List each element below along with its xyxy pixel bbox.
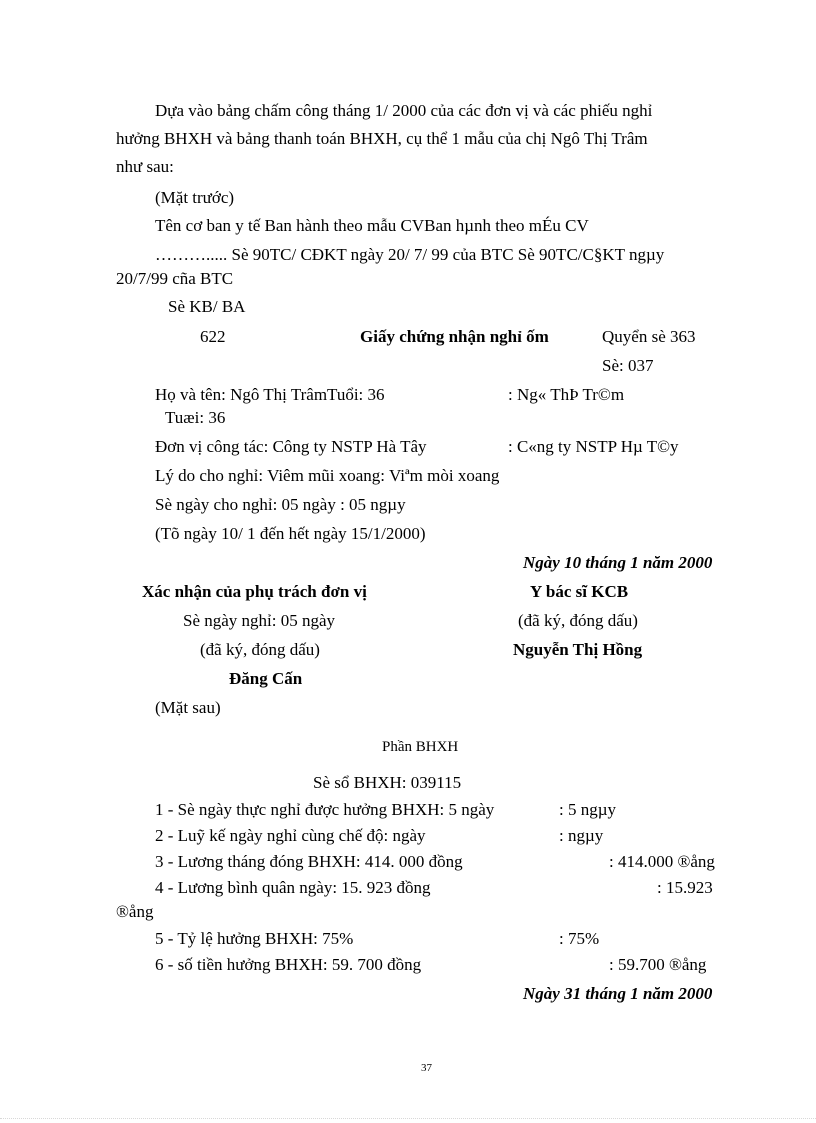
record-number: 622 — [200, 327, 226, 346]
facility-line: Tên cơ ban y tế Ban hành theo mẫu CVBan hµnh theo mÉu CV — [155, 216, 589, 235]
back-date: Ngày 31 tháng 1 năm 2000 — [523, 984, 713, 1003]
record-number-label: Sè KB/ BA — [168, 297, 246, 316]
work-unit-alt: : C«ng ty NSTP Hµ T©y — [508, 437, 679, 456]
benefit-item-1: 1 - Sè ngày thực nghỉ được hưởng BHXH: 5 ngày — [155, 800, 495, 819]
confirmed-leave-days: Sè ngày nghỉ: 05 ngày — [183, 611, 336, 630]
front-date: Ngày 10 tháng 1 năm 2000 — [523, 553, 713, 572]
back-side-label: (Mặt sau) — [155, 698, 221, 717]
benefit-item-6-alt: : 59.700 ®ång — [609, 955, 707, 974]
leave-period: (Tõ ngày 10/ 1 đến hết ngày 15/1/2000) — [155, 524, 426, 543]
benefit-item-5-alt: : 75% — [559, 929, 600, 948]
doctor-heading: Y bác sĩ KCB — [530, 582, 629, 601]
insurance-book-number: Sè sổ BHXH: 039115 — [313, 773, 462, 792]
page-bottom-divider — [0, 1118, 816, 1119]
certificate-title: Giấy chứng nhận nghỉ ốm — [360, 327, 549, 346]
benefit-item-5: 5 - Tỷ lệ hưởng BHXH: 75% — [155, 929, 354, 948]
decree-line-a: ………..... Sè 90TC/ CĐKT ngày 20/ 7/ 99 của BTC Sè 90TC/C§KT ngµy — [155, 245, 665, 264]
serial-number: Sè: 037 — [602, 356, 654, 375]
benefit-item-2: 2 - Luỹ kế ngày nghỉ cùng chế độ: ngày — [155, 826, 426, 845]
benefit-item-4: 4 - Lương bình quân ngày: 15. 923 đồng — [155, 878, 431, 897]
intro-line-2: hưởng BHXH và bảng thanh toán BHXH, cụ thể 1 mẫu của chị Ngô Thị Trâm — [116, 129, 648, 148]
benefit-item-1-alt: : 5 ngµy — [559, 800, 617, 819]
intro-line-1: Dựa vào bảng chấm công tháng 1/ 2000 của các đơn vị và các phiếu nghỉ — [155, 101, 653, 120]
decree-line-b: 20/7/99 cña BTC — [116, 269, 234, 288]
unit-signed-note: (đã ký, đóng dấu) — [200, 640, 320, 659]
doctor-signed-note: (đã ký, đóng dấu) — [518, 611, 638, 630]
leave-reason: Lý do cho nghỉ: Viêm mũi xoang: Viªm mòi xoang — [155, 466, 500, 485]
unit-confirmation-heading: Xác nhận của phụ trách đơn vị — [142, 582, 367, 601]
unit-signer-name: Đăng Cấn — [229, 669, 303, 688]
book-number: Quyển sè 363 — [602, 327, 696, 346]
benefit-item-3-alt: : 414.000 ®ång — [609, 852, 715, 871]
intro-line-3: như sau: — [116, 157, 174, 176]
page-number: 37 — [421, 1062, 432, 1074]
full-name: Họ và tên: Ngô Thị TrâmTuổi: 36 — [155, 385, 385, 404]
benefit-item-6: 6 - số tiền hưởng BHXH: 59. 700 đồng — [155, 955, 422, 974]
front-side-label: (Mặt trước) — [155, 188, 235, 207]
benefit-item-4-alt: : 15.923 — [657, 878, 713, 897]
leave-days: Sè ngày cho nghỉ: 05 ngày : 05 ngµy — [155, 495, 406, 514]
benefit-item-2-alt: : ngµy — [559, 826, 604, 845]
age-alt: Tuæi: 36 — [165, 408, 226, 427]
work-unit: Đơn vị công tác: Công ty NSTP Hà Tây — [155, 437, 427, 456]
benefit-item-4-wrap: ®ång — [116, 902, 154, 921]
section-title: Phần BHXH — [382, 739, 459, 755]
benefit-item-3: 3 - Lương tháng đóng BHXH: 414. 000 đồng — [155, 852, 463, 871]
full-name-alt: : Ng« ThÞ Tr©m — [508, 385, 625, 404]
doctor-name: Nguyễn Thị Hồng — [513, 640, 643, 659]
